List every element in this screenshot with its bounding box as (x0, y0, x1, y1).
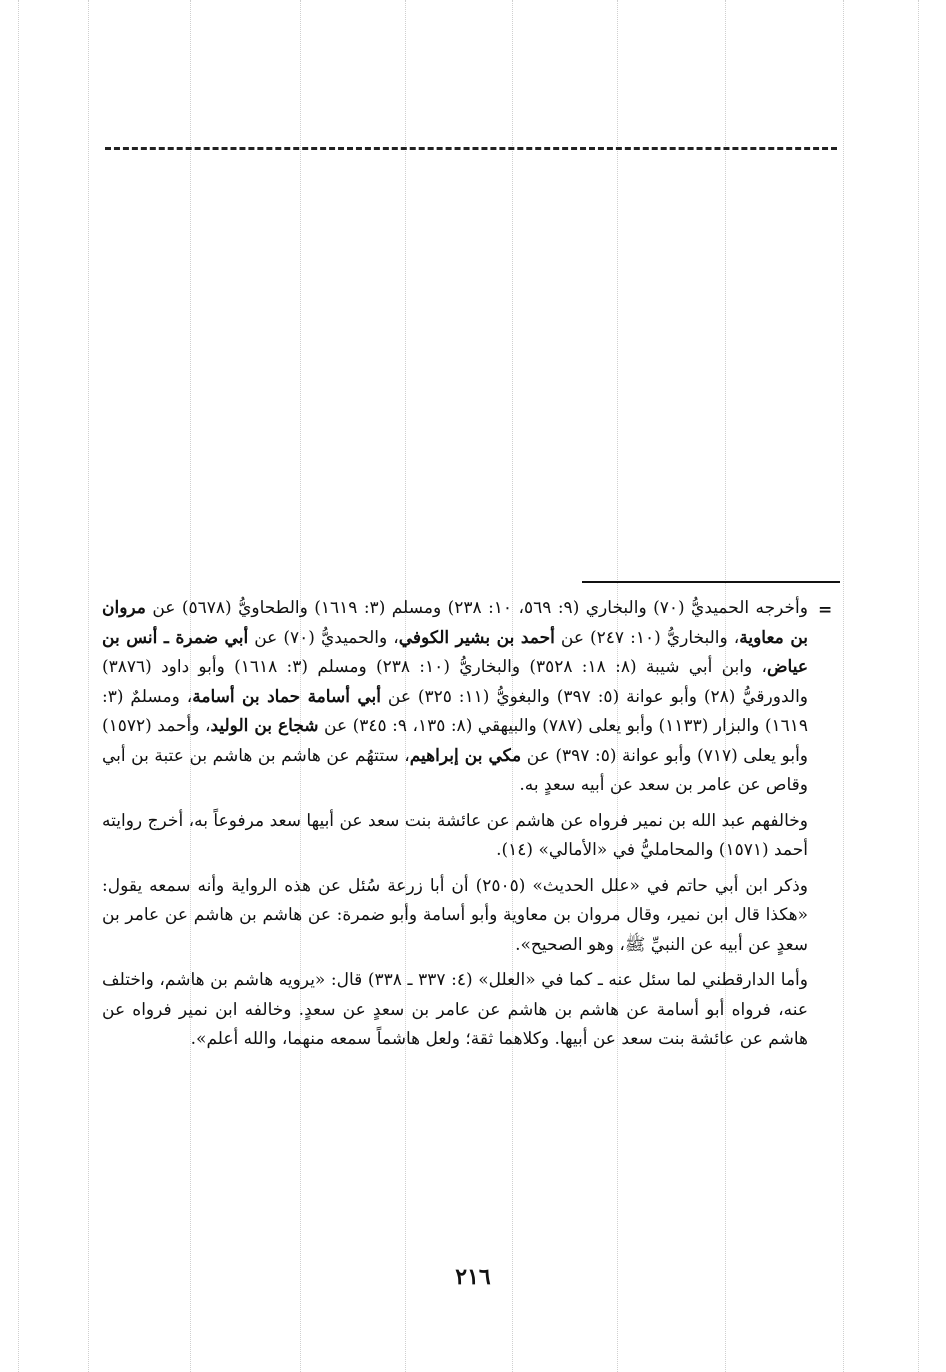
header-dashed-rule (105, 147, 837, 150)
footnote-paragraph: وأخرجه الحميديُّ (٧٠) والبخاري (٩: ٥٦٩، ١٠: ٢٣٨) ومسلم (٣: ١٦١٩) والطحاويُّ (٥٦٧٨) عن مروان بن معاوية، والبخاريُّ (١٠: ٢٤٧) عن أحمد بن بشير الكوفي، والحميديُّ (٧٠) عن أبي ضمرة ـ أنس بن عياض، وابن أبي شيبة (٨: ١٨: ٣٥٢٨) والبخاريُّ (١٠: ٢٣٨) ومسلم (٣: ١٦١٨) وأبو داود (٣٨٧٦) والدورقيُّ (٢٨) وأبو عوانة (٥: ٣٩٧) والبغويُّ (١١: ٣٢٥) عن أبي أسامة حماد بن أسامة، ومسلمٌ (٣: ١٦١٩) والبزار (١١٣٣) وأبو يعلى (٧٨٧) والبيهقي (٨: ١٣٥، ٩: ٣٤٥) عن شجاع بن الوليد، وأحمد (١٥٧٢) وأبو يعلى (٧١٧) وأبو عوانة (٥: ٣٩٧) عن مكي بن إبراهيم، ستتهُم عن هاشم بن هاشم بن عتبة بن أبي وقاص عن عامر بن سعد عن أبيه سعدٍ به. (102, 598, 809, 795)
footnote-text (102, 594, 808, 1061)
page-number: ٢١٦ (455, 1264, 491, 1290)
continuation-mark: = (818, 600, 833, 620)
footnote-separator-rule (582, 581, 840, 583)
scan-guide-line (918, 0, 919, 1372)
scan-guide-line (843, 0, 844, 1372)
scan-guide-line (18, 0, 19, 1372)
footnote-paragraph: وأما الدارقطني لما سئل عنه ـ كما في «العلل» (٤: ٣٣٧ ـ ٣٣٨) قال: «يرويه هاشم بن هاشم، واختلف عنه، فرواه أبو أسامة عن هاشم بن هاشم عن عامر بن سعدٍ عن سعدٍ. وخالفه ابن نمير فرواه عن هاشم عن عائشة بنت سعد عن أبيها. وكلاهما ثقة؛ ولعل هاشماً سمعه منهما، والله أعلم». (102, 970, 808, 1049)
scan-guide-line (88, 0, 89, 1372)
footnote-paragraph: وذكر ابن أبي حاتم في «علل الحديث» (٢٥٠٥) أن أبا زرعة سُئل عن هذه الرواية وأنه سمعه يقول: «هكذا قال ابن نمير، وقال مروان بن معاوية وأبو أسامة وأبو ضمرة: عن هاشم بن هاشم عن عامر بن سعدٍ عن أبيه عن النبيِّ ﷺ، وهو الصحيح». (102, 875, 808, 955)
footnote-paragraph: وخالفهم عبد الله بن نمير فرواه عن هاشم عن عائشة بنت سعد عن أبيها سعد مرفوعاً به، أخرج روايته أحمد (١٥٧١) والمحامليُّ في «الأمالي» (١٤). (102, 810, 808, 860)
